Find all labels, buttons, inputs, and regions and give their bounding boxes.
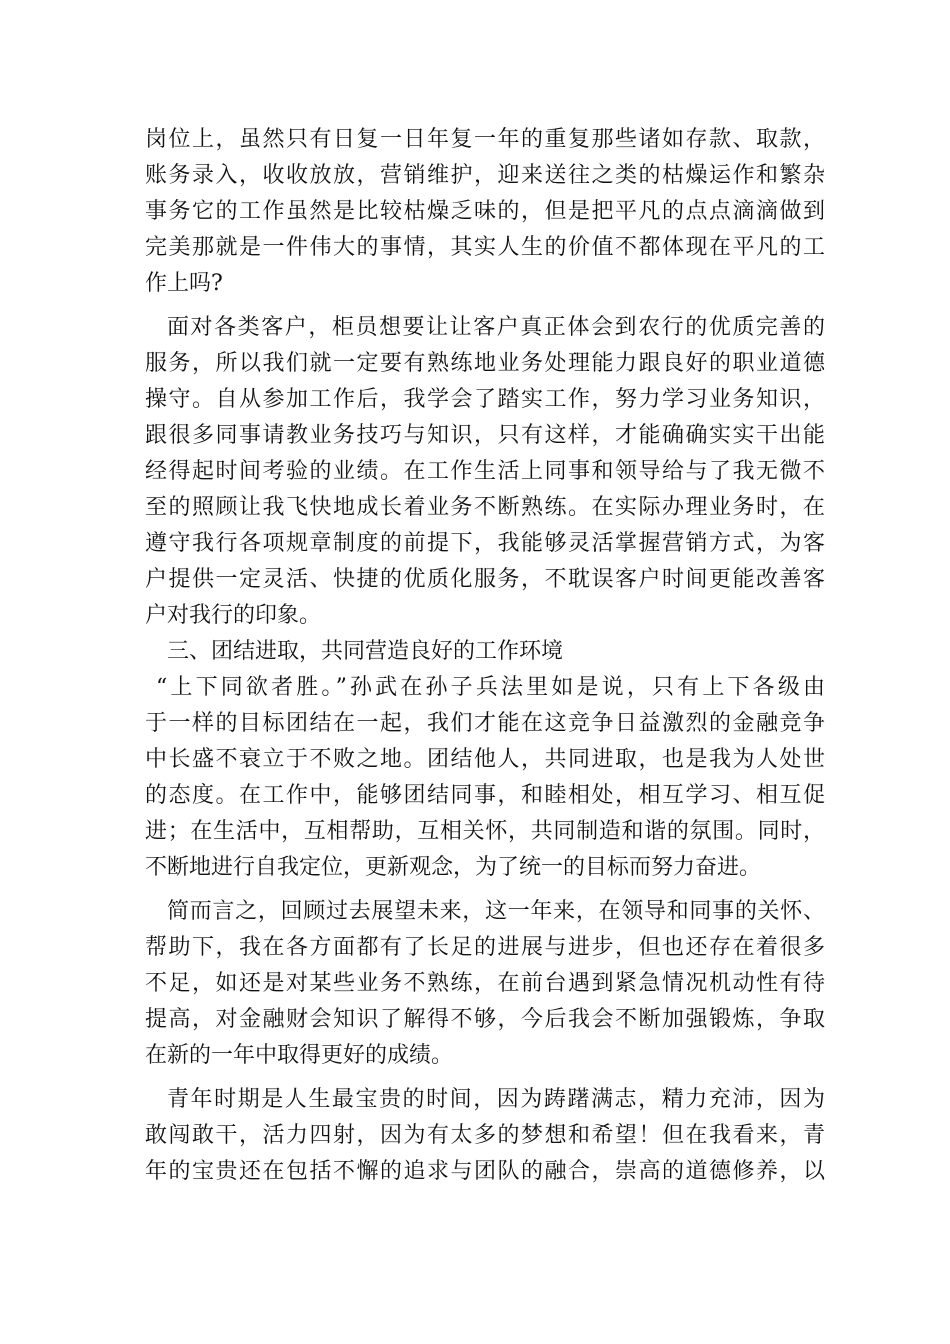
text-line: 账务录入，收收放放，营销维护，迎来送往之类的枯燥运作和繁杂 <box>145 163 825 188</box>
text-line: 服务，所以我们就一定要有熟练地业务处理能力跟良好的职业道德 <box>145 351 825 376</box>
text-line: 简而言之，回顾过去展望未来，这一年来，在领导和同事的关怀、 <box>167 899 825 924</box>
text-line: 进；在生活中，互相帮助，互相关怀，共同制造和谐的氛围。同时， <box>145 819 825 844</box>
text-line: 中长盛不衰立于不败之地。团结他人，共同进取，也是我为人处世 <box>145 747 825 772</box>
text-line: 至的照顾让我飞快地成长着业务不断熟练。在实际办理业务时，在 <box>145 495 825 520</box>
document-body <box>145 122 825 1190</box>
text-line: 遵守我行各项规章制度的前提下，我能够灵活掌握营销方式，为客 <box>145 531 825 556</box>
text-line: “上下同欲者胜。”孙武在孙子兵法里如是说，只有上下各级由 <box>156 675 825 700</box>
section-heading-text: 三、团结进取，共同营造良好的工作环境 <box>167 639 564 664</box>
text-line: 完美那就是一件伟大的事情，其实人生的价值不都体现在平凡的工 <box>145 235 825 260</box>
paragraph <box>145 670 825 886</box>
text-line: 作上吗? <box>145 271 223 296</box>
text-line: 在新的一年中取得更好的成绩。 <box>145 1043 454 1068</box>
text-line: 于一样的目标团结在一起，我们才能在这竞争日益激烈的金融竞争 <box>145 711 825 736</box>
text-line: 事务它的工作虽然是比较枯燥乏味的，但是把平凡的点点滴滴做到 <box>145 199 825 224</box>
text-line: 岗位上，虽然只有日复一日年复一年的重复那些诸如存款、取款， <box>145 127 825 152</box>
section-heading <box>145 634 825 670</box>
text-line: 户提供一定灵活、快捷的优质化服务，不耽误客户时间更能改善客 <box>145 567 825 592</box>
text-line: 敢闯敢干，活力四射，因为有太多的梦想和希望！但在我看来，青 <box>145 1123 825 1148</box>
paragraph <box>145 122 825 302</box>
text-line: 提高，对金融财会知识了解得不够，今后我会不断加强锻炼，争取 <box>145 1007 825 1032</box>
text-line: 帮助下，我在各方面都有了长足的进展与进步，但也还存在着很多 <box>145 935 825 960</box>
paragraph <box>145 310 825 634</box>
text-line: 的态度。在工作中，能够团结同事，和睦相处，相互学习、相互促 <box>145 783 825 808</box>
text-line: 青年时期是人生最宝贵的时间，因为踌躇满志，精力充沛，因为 <box>167 1087 825 1112</box>
text-line: 年的宝贵还在包括不懈的追求与团队的融合，崇高的道德修养，以 <box>145 1159 825 1184</box>
text-line: 不足，如还是对某些业务不熟练，在前台遇到紧急情况机动性有待 <box>145 971 825 996</box>
paragraph <box>145 894 825 1074</box>
paragraph <box>145 1082 825 1190</box>
text-line: 经得起时间考验的业绩。在工作生活上同事和领导给与了我无微不 <box>145 459 825 484</box>
text-line: 面对各类客户，柜员想要让让客户真正体会到农行的优质完善的 <box>167 315 825 340</box>
text-line: 跟很多同事请教业务技巧与知识，只有这样，才能确确实实干出能 <box>145 423 825 448</box>
text-line: 户对我行的印象。 <box>145 603 322 628</box>
text-line: 不断地进行自我定位，更新观念，为了统一的目标而努力奋进。 <box>145 855 762 880</box>
text-line: 操守。自从参加工作后，我学会了踏实工作，努力学习业务知识， <box>145 387 825 412</box>
